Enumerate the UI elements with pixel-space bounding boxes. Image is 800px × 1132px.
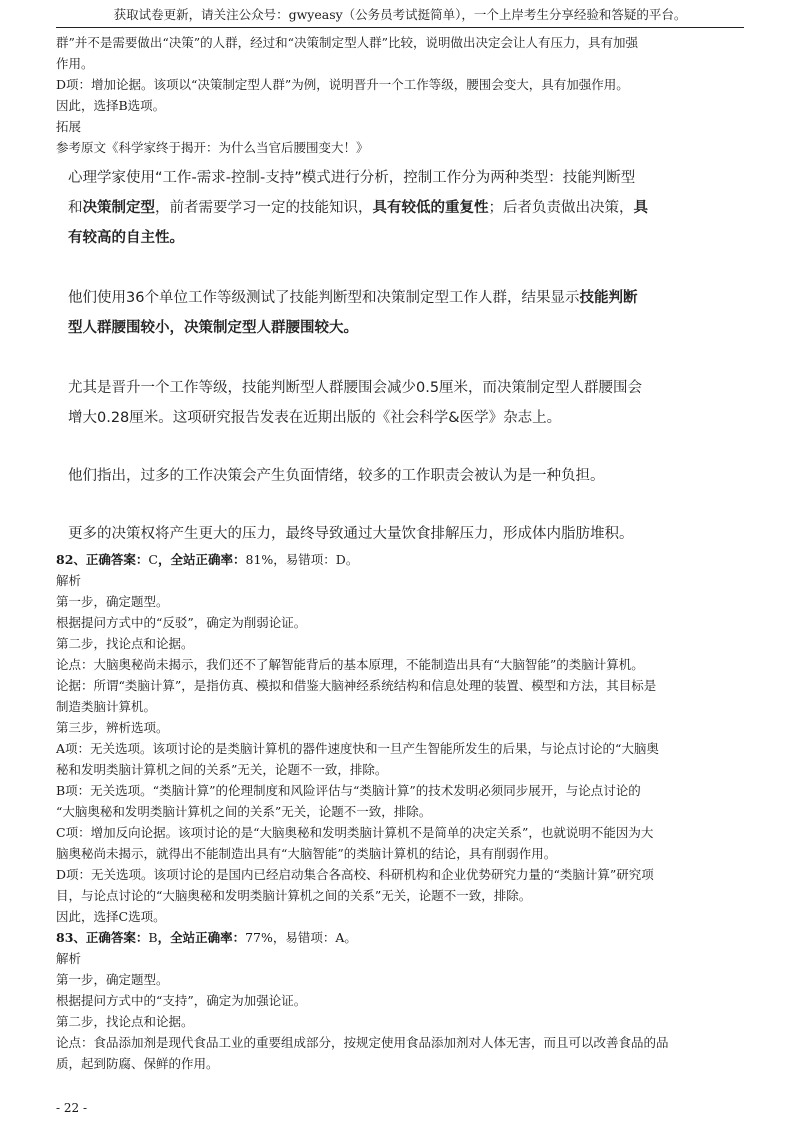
analysis-line: 第二步，找论点和论据。 [56, 636, 194, 651]
body-line: 作用。 [56, 56, 94, 71]
analysis-line: 脑奥秘尚未揭示，就得出不能制造出具有“大脑智能”的类脑计算机的结论，具有削弱作用。 [56, 846, 557, 861]
q82-answer-line: 82、正确答案：C，全站正确率：81%，易错项：D。 [56, 552, 359, 567]
analysis-line: 第一步，确定题型。 [56, 594, 169, 609]
analysis-line: 秘和发明类脑计算机之间的关系”无关，论题不一致，排除。 [56, 762, 388, 777]
document-body [56, 32, 746, 1074]
analysis-line: 因此，选择C选项。 [56, 909, 166, 924]
analysis-line: C项：增加反向论据。该项讨论的是“大脑奥秘和发明类脑计算机不是简单的决定关系”，也就说明不能因为大 [56, 825, 654, 840]
quote-line: 型人群腰围较小，决策制定型人群腰围较大。 [68, 320, 358, 336]
quote-line: 更多的决策权将产生更大的压力，最终导致通过大量饮食排解压力，形成体内脂肪堆积。 [68, 526, 634, 542]
analysis-line: 根据提问方式中的“反驳”，确定为削弱论证。 [56, 615, 307, 630]
analysis-line: 质，起到防腐、保鲜的作用。 [56, 1056, 219, 1071]
option-d-line: D项：增加论据。该项以“决策制定型人群”为例，说明晋升一个工作等级，腰围会变大，具有加强作用。 [56, 77, 629, 92]
quote-line: 增大0.28厘米。这项研究报告发表在近期出版的《社会科学&医学》杂志上。 [68, 410, 562, 426]
analysis-line: 第三步，辨析选项。 [56, 720, 169, 735]
analysis-line: 目，与论点讨论的“大脑奥秘和发明类脑计算机之间的关系”无关，论题不一致，排除。 [56, 888, 532, 903]
analysis-line: 论据：所谓“类脑计算”，是指仿真、模拟和借鉴大脑神经系统结构和信息处理的装置、模型和方法，其目标是 [56, 678, 657, 693]
q83-analysis [56, 969, 746, 1074]
body-line: 群”并不是需要做出“决策”的人群，经过和“决策制定型人群”比较，说明做出决定会让人有压力，具有加强 [56, 35, 638, 50]
analysis-line: B项：无关选项。“类脑计算”的伦理制度和风险评估与“类脑计算”的技术发明必须同步展开，与论点讨论的 [56, 783, 641, 798]
analysis-line: 第一步，确定题型。 [56, 972, 169, 987]
reference-title: 参考原文《科学家终于揭开：为什么当官后腰围变大！》 [56, 140, 369, 155]
analysis-line: A项：无关选项。该项讨论的是类脑计算机的器件速度快和一旦产生智能所发生的后果，与论点讨论的“大脑奥 [56, 741, 659, 756]
analysis-line: 论点：食品添加剂是现代食品工业的重要组成部分，按规定使用食品添加剂对人体无害，而且可以改善食品的品 [56, 1035, 669, 1050]
analysis-line: 论点：大脑奥秘尚未揭示，我们还不了解智能背后的基本原理，不能制造出具有“大脑智能”的类脑计算机。 [56, 657, 644, 672]
quote-line: 尤其是晋升一个工作等级，技能判断型人群腰围会减少0.5厘米，而决策制定型人群腰围会 [68, 380, 643, 396]
analysis-line: 根据提问方式中的“支持”，确定为加强论证。 [56, 993, 307, 1008]
header-divider [56, 27, 744, 28]
quote-line: 他们使用36个单位工作等级测试了技能判断型和决策制定型工作人群，结果显示技能判断 [68, 290, 638, 306]
quote-line: 有较高的自主性。 [68, 230, 184, 246]
q83-analysis-heading: 解析 [56, 951, 82, 966]
extension-heading: 拓展 [56, 119, 82, 134]
q83-answer-line: 83、正确答案：B，全站正确率：77%，易错项：A。 [56, 930, 357, 945]
quoted-source-text [68, 163, 728, 549]
quote-line: 他们指出，过多的工作决策会产生负面情绪，较多的工作职责会被认为是一种负担。 [68, 468, 605, 484]
analysis-line: D项：无关选项。该项讨论的是国内已经启动集合各高校、科研机构和企业优势研究力量的“类脑计算”研究项 [56, 867, 654, 882]
q82-analysis-heading: 解析 [56, 573, 82, 588]
conclusion-line: 因此，选择B选项。 [56, 98, 166, 113]
analysis-line: 第二步，找论点和论据。 [56, 1014, 194, 1029]
page-header: 获取试卷更新，请关注公众号：gwyeasy（公务员考试挺简单），一个上岸考生分享经验和答疑的平台。 [113, 7, 687, 22]
page-number: - 22 - [56, 1101, 88, 1115]
analysis-line: 制造类脑计算机。 [56, 699, 157, 714]
quote-line: 和决策制定型，前者需要学习一定的技能知识，具有较低的重复性；后者负责做出决策，具 [68, 200, 648, 216]
q82-analysis [56, 591, 746, 927]
quote-line: 心理学家使用“工作-需求-控制-支持”模式进行分析，控制工作分为两种类型：技能判断型 [68, 170, 636, 186]
analysis-line: “大脑奥秘和发明类脑计算机之间的关系”无关，论题不一致，排除。 [56, 804, 432, 819]
